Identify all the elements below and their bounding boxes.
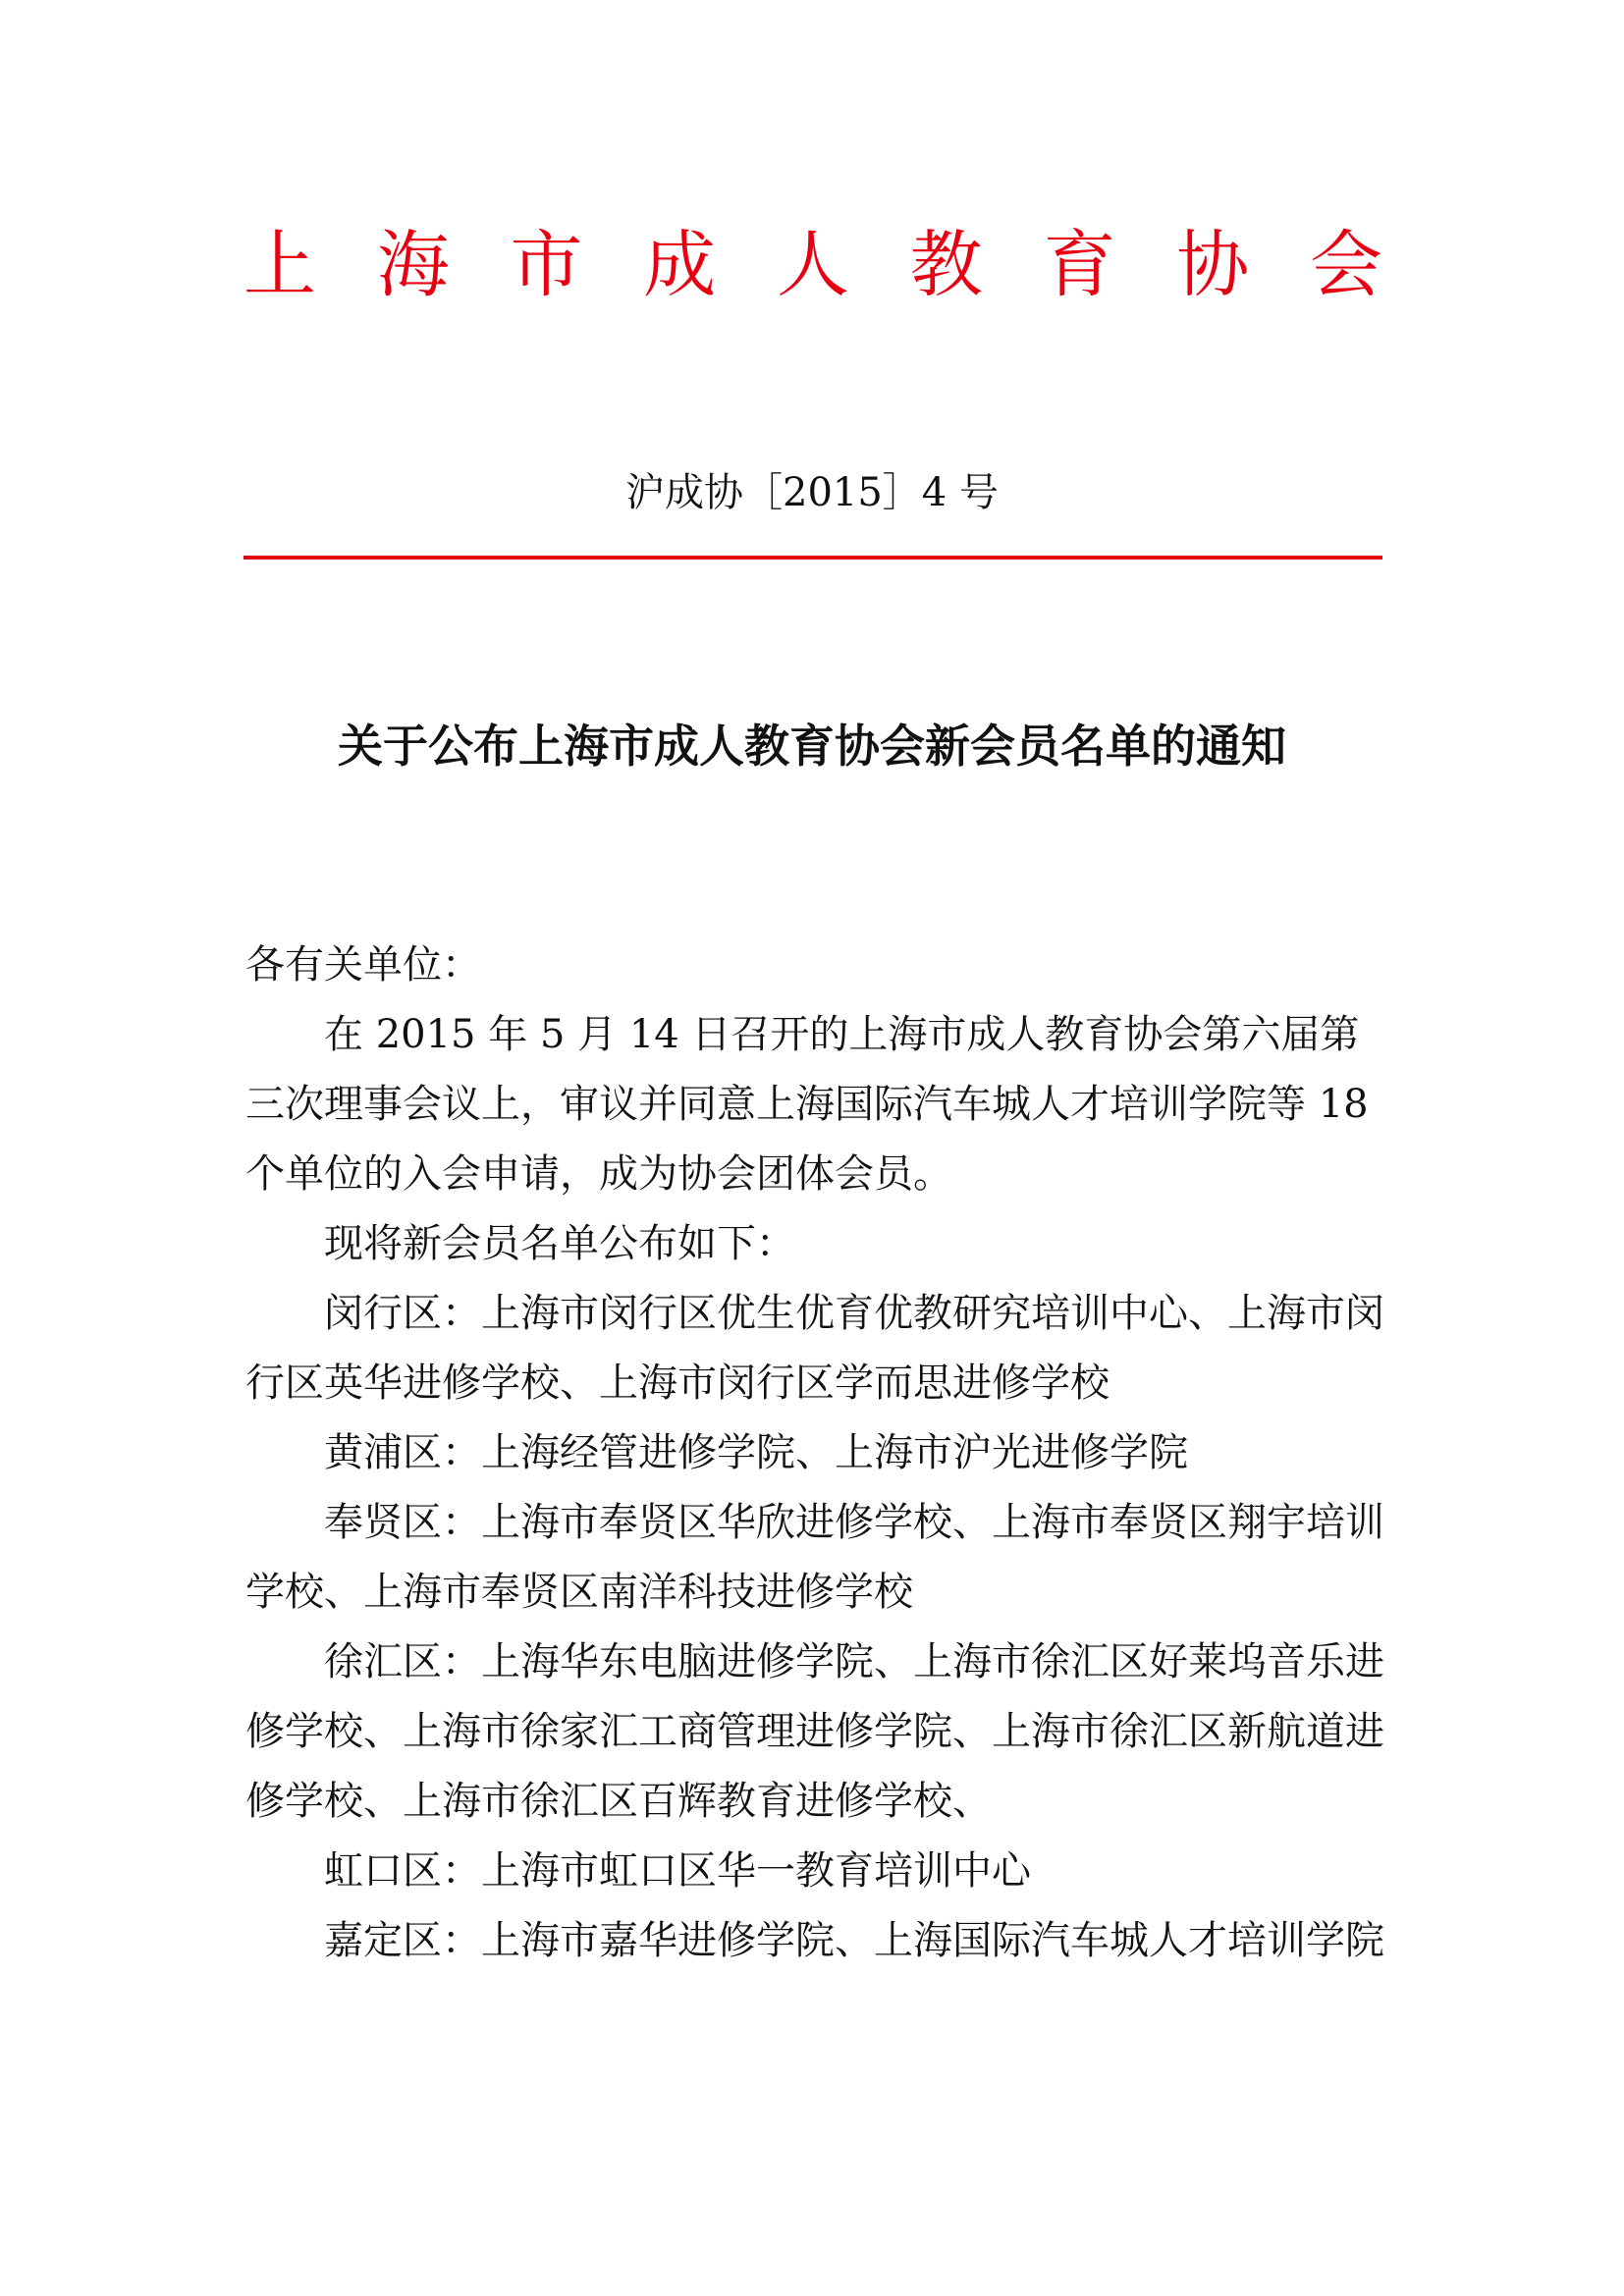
district-name: 徐汇区： — [324, 1639, 481, 1684]
district-name: 黄浦区： — [324, 1430, 481, 1475]
district-members: 上海经管进修学院、上海市沪光进修学院 — [481, 1430, 1188, 1475]
org-title-char: 成 — [643, 223, 717, 307]
list-intro: 现将新会员名单公布如下： — [324, 1221, 795, 1266]
notice-title: 关于公布上海市成人教育协会新会员名单的通知 — [338, 720, 1286, 773]
district-name: 嘉定区： — [324, 1918, 481, 1963]
district-paragraph-minhang — [245, 1279, 1384, 1418]
district-paragraph-huangpu — [245, 1418, 1384, 1488]
district-members: 上海市嘉华进修学院、上海国际汽车城人才培训学院 — [481, 1918, 1384, 1963]
org-title-char: 协 — [1176, 223, 1250, 307]
district-members: 上海市虹口区华一教育培训中心 — [481, 1848, 1031, 1894]
district-members: 上海市奉贤区华欣进修学校、上海市奉贤区翔宇培训学校、上海市奉贤区南洋科技进修学校 — [245, 1500, 1384, 1615]
org-title-char: 上 — [244, 223, 316, 307]
intro-paragraph: 在 2015 年 5 月 14 日召开的上海市成人教育协会第六届第三次理事会议上，审议并同意上海国际汽车城人才培训学院等 18 个单位的入会申请，成为协会团体会员。 — [245, 1012, 1369, 1197]
district-members: 上海华东电脑进修学院、上海市徐汇区好莱坞音乐进修学校、上海市徐家汇工商管理进修学院、上海市徐汇区新航道进修学校、上海市徐汇区百辉教育进修学校、 — [245, 1639, 1384, 1824]
district-name: 奉贤区： — [324, 1500, 481, 1545]
district-members: 上海市闵行区优生优育优教研究培训中心、上海市闵行区英华进修学校、上海市闵行区学而思进修学校 — [245, 1291, 1384, 1406]
district-name: 虹口区： — [324, 1848, 481, 1894]
district-paragraph-fengxian — [245, 1488, 1384, 1628]
org-title-char: 育 — [1043, 223, 1116, 307]
org-title-char: 人 — [777, 223, 849, 307]
district-paragraph-hongkou — [245, 1837, 1384, 1906]
district-paragraph-xuhui — [245, 1628, 1384, 1837]
notice-body — [245, 931, 1384, 1976]
org-title-char: 海 — [376, 223, 450, 307]
district-paragraph-jiading — [245, 1906, 1384, 1976]
red-divider-line — [244, 556, 1382, 560]
district-name: 闵行区： — [324, 1291, 481, 1336]
org-title-char: 市 — [510, 223, 583, 307]
salutation: 各有关单位： — [245, 942, 481, 988]
org-title-char: 教 — [909, 223, 983, 307]
organization-title — [244, 211, 1382, 319]
org-title-char: 会 — [1310, 223, 1382, 307]
document-number: 沪成协［2015］4 号 — [625, 470, 999, 515]
